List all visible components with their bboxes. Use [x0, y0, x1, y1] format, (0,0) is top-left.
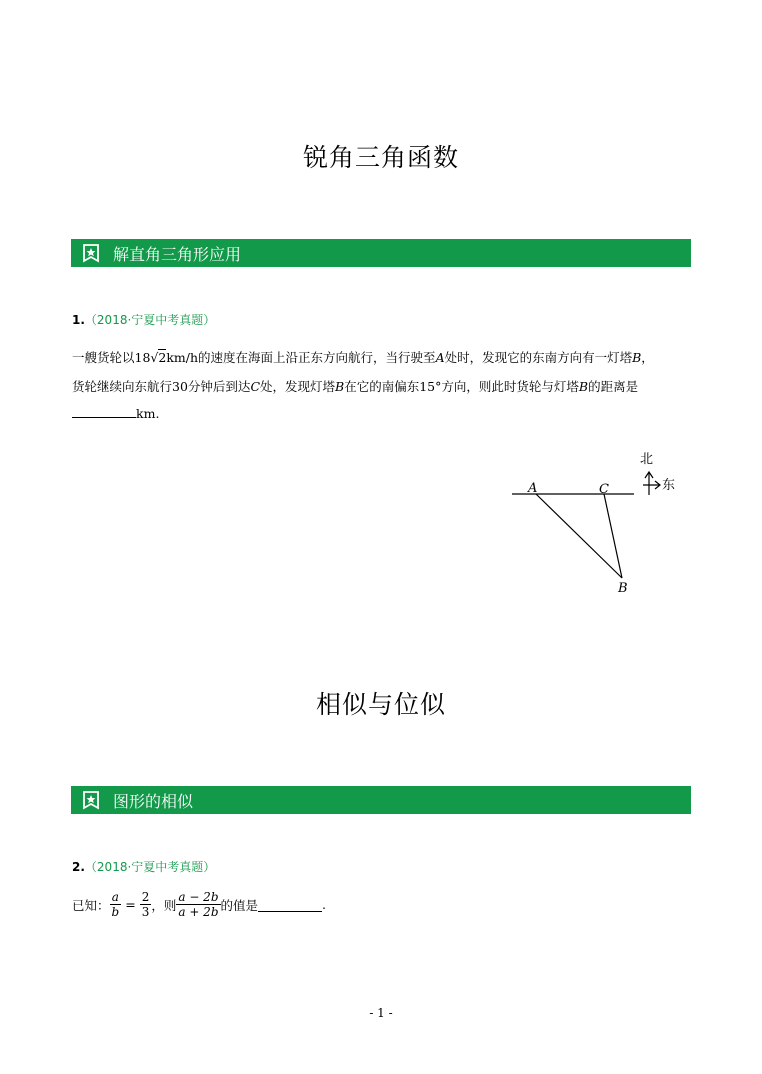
- point-c: C: [250, 379, 261, 394]
- text: .: [155, 406, 160, 421]
- text: 分钟后到达: [187, 379, 251, 394]
- question-number: 2.: [72, 860, 85, 874]
- text: 货轮继续向东航行: [72, 379, 173, 394]
- label-b: B: [618, 581, 628, 596]
- question-1-line-1: [72, 348, 654, 366]
- section-bar-label: 图形的相似: [113, 791, 194, 811]
- question-1-line-2: [72, 377, 638, 395]
- text: 已知：: [72, 897, 110, 913]
- question-source: （2018·宁夏中考真题）: [84, 860, 216, 874]
- speed-coefficient: 18: [134, 350, 151, 365]
- point-b: B: [632, 350, 642, 365]
- section-bar-similar-figures: [71, 786, 691, 814]
- page-number: - 1 -: [369, 1006, 393, 1020]
- text: ，则: [151, 897, 177, 913]
- text: 处时，发现它的东南方向有一灯塔: [444, 350, 633, 365]
- section-bar-trig-application: [71, 239, 691, 267]
- question-source: （2018·宁夏中考真题）: [84, 313, 216, 327]
- label-c: C: [599, 482, 609, 497]
- text: 处，发现灯塔: [260, 379, 336, 394]
- minutes: 30: [172, 379, 188, 394]
- section-title-similarity: 相似与位似: [315, 690, 446, 719]
- angle: 15°: [419, 379, 442, 394]
- equals: =: [125, 897, 136, 912]
- point-a: A: [435, 350, 445, 365]
- fraction-expression: $\frac{a - 2b}{a + 2b}$: [178, 890, 219, 919]
- point-b: B: [578, 379, 589, 394]
- label-north: 北: [640, 452, 654, 467]
- point-b: B: [335, 379, 345, 394]
- section-title-trig: 锐角三角函数: [302, 143, 459, 172]
- section-bar-label: 解直角三角形应用: [113, 244, 242, 264]
- question-1-line-3: [72, 406, 159, 421]
- question-2-header: [72, 858, 215, 875]
- text: 的距离是: [588, 379, 639, 394]
- bookmark-star-icon: [81, 243, 101, 263]
- answer-unit: km: [136, 406, 156, 421]
- line-ab: [536, 494, 622, 578]
- line-cb: [604, 494, 622, 578]
- bookmark-star-icon: [81, 790, 101, 810]
- question-1-header: [72, 311, 215, 328]
- question-number: 1.: [72, 313, 85, 327]
- label-east: 东: [662, 478, 676, 493]
- sqrt: √2: [150, 350, 167, 365]
- answer-blank[interactable]: [258, 897, 322, 912]
- text: .: [322, 897, 326, 912]
- text: ，: [641, 350, 654, 365]
- text: 方向，则此时货轮与灯塔: [441, 379, 579, 394]
- compass-icon: [643, 472, 660, 495]
- fraction-2-over-3: $\frac{2}{3}$: [141, 890, 150, 919]
- text: 的值是: [220, 897, 259, 913]
- fraction-a-over-b: $\frac{a}{b}$: [111, 890, 120, 919]
- navigation-figure: [500, 445, 700, 600]
- question-2-line: [72, 890, 326, 919]
- speed-unit: km/h: [166, 350, 199, 365]
- label-a: A: [528, 481, 538, 496]
- answer-blank[interactable]: [72, 417, 136, 418]
- text: 在它的南偏东: [344, 379, 420, 394]
- text: 的速度在海面上沿正东方向航行，当行驶至: [198, 350, 436, 365]
- text: 一艘货轮以: [72, 350, 135, 365]
